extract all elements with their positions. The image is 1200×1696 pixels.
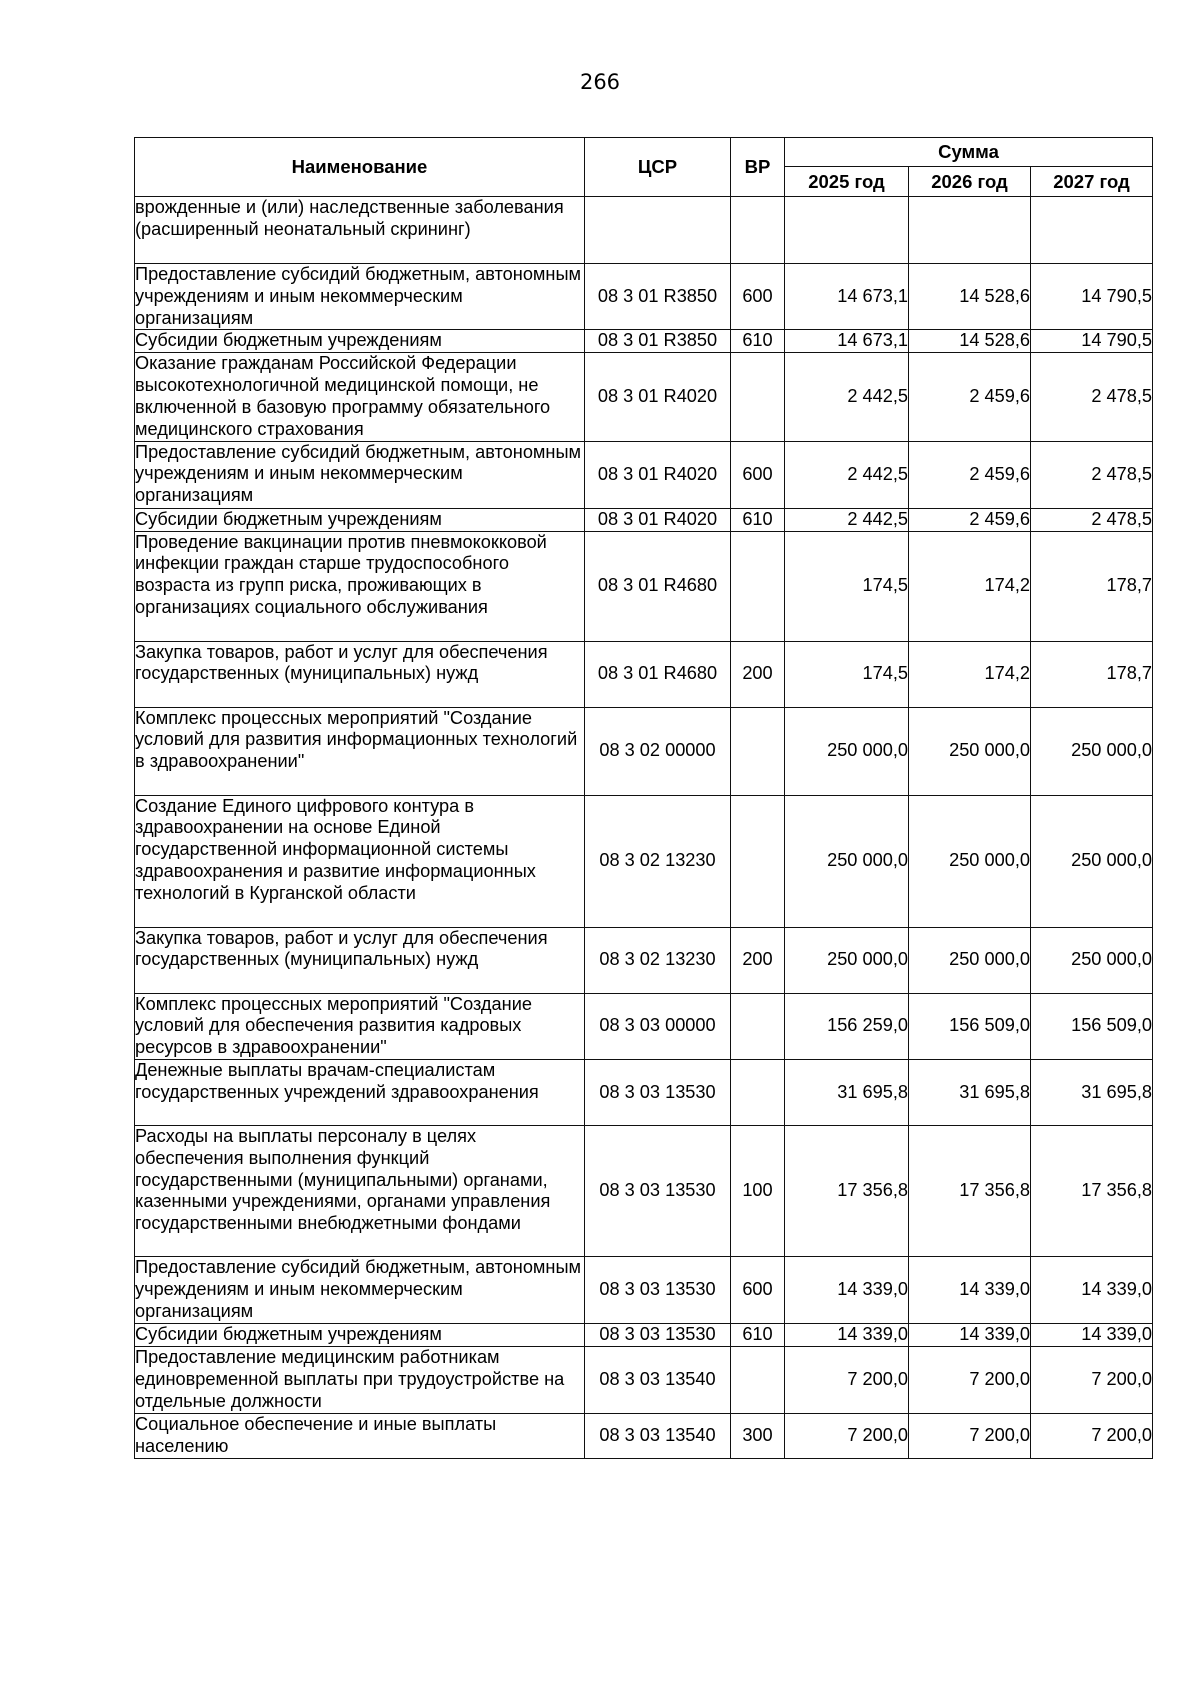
- row-name-cell: Комплекс процессных мероприятий "Создание условий для обеспечения развития кадровых ресурсов в здравоохранении": [135, 993, 585, 1059]
- table-row: [135, 795, 1153, 927]
- row-vr-cell: [731, 707, 785, 795]
- row-csr-cell: 08 3 02 00000: [585, 707, 731, 795]
- table-row: [135, 1323, 1153, 1346]
- row-amount-2027-cell: 2 478,5: [1031, 441, 1153, 508]
- row-vr-cell: 600: [731, 441, 785, 508]
- row-name-cell: Предоставление субсидий бюджетным, автономным учреждениям и иным некоммерческим организациям: [135, 441, 585, 508]
- row-name-cell: Оказание гражданам Российской Федерации высокотехнологичной медицинской помощи, не включенной в базовую программу обязательного медицинского страхования: [135, 353, 585, 441]
- row-name-cell: Закупка товаров, работ и услуг для обеспечения государственных (муниципальных) нужд: [135, 641, 585, 707]
- row-amount-2025-cell: 14 673,1: [785, 264, 909, 330]
- table-row: [135, 441, 1153, 508]
- header-year-2025: 2025 год: [785, 167, 909, 197]
- row-amount-2025-cell: 14 339,0: [785, 1323, 909, 1346]
- row-vr-cell: [731, 1059, 785, 1125]
- row-amount-2026-cell: 2 459,6: [909, 353, 1031, 441]
- table-row: [135, 1125, 1153, 1256]
- row-amount-2025-cell: 2 442,5: [785, 508, 909, 531]
- row-amount-2027-cell: 156 509,0: [1031, 993, 1153, 1059]
- table-row: [135, 927, 1153, 993]
- table-row: [135, 330, 1153, 353]
- row-vr-cell: [731, 1346, 785, 1413]
- table-row: [135, 707, 1153, 795]
- table-row: [135, 1346, 1153, 1413]
- row-csr-cell: 08 3 01 R4680: [585, 641, 731, 707]
- row-amount-2025-cell: [785, 197, 909, 264]
- header-vr: ВР: [731, 138, 785, 197]
- row-amount-2026-cell: 14 339,0: [909, 1256, 1031, 1323]
- row-amount-2026-cell: 2 459,6: [909, 508, 1031, 531]
- row-vr-cell: [731, 993, 785, 1059]
- row-amount-2026-cell: 250 000,0: [909, 795, 1031, 927]
- row-csr-cell: 08 3 01 R3850: [585, 330, 731, 353]
- row-amount-2027-cell: 7 200,0: [1031, 1346, 1153, 1413]
- table-row: [135, 531, 1153, 641]
- row-amount-2027-cell: 250 000,0: [1031, 795, 1153, 927]
- row-amount-2025-cell: 250 000,0: [785, 927, 909, 993]
- table-row: [135, 1256, 1153, 1323]
- row-csr-cell: 08 3 03 13540: [585, 1413, 731, 1458]
- row-vr-cell: [731, 531, 785, 641]
- row-csr-cell: 08 3 01 R4020: [585, 441, 731, 508]
- row-amount-2025-cell: 250 000,0: [785, 707, 909, 795]
- row-amount-2025-cell: 2 442,5: [785, 441, 909, 508]
- header-sum: Сумма: [785, 138, 1153, 167]
- row-vr-cell: 200: [731, 641, 785, 707]
- row-amount-2027-cell: 14 790,5: [1031, 264, 1153, 330]
- row-amount-2025-cell: 7 200,0: [785, 1413, 909, 1458]
- row-amount-2025-cell: 17 356,8: [785, 1125, 909, 1256]
- row-amount-2027-cell: [1031, 197, 1153, 264]
- row-vr-cell: 610: [731, 330, 785, 353]
- row-amount-2026-cell: 17 356,8: [909, 1125, 1031, 1256]
- table-row: [135, 993, 1153, 1059]
- table-row: [135, 1059, 1153, 1125]
- row-amount-2027-cell: 178,7: [1031, 641, 1153, 707]
- row-name-cell: Комплекс процессных мероприятий "Создание условий для развития информационных технологий в здравоохранении": [135, 707, 585, 795]
- row-amount-2025-cell: 250 000,0: [785, 795, 909, 927]
- row-amount-2025-cell: 7 200,0: [785, 1346, 909, 1413]
- row-amount-2027-cell: 17 356,8: [1031, 1125, 1153, 1256]
- row-amount-2027-cell: 14 790,5: [1031, 330, 1153, 353]
- row-amount-2026-cell: [909, 197, 1031, 264]
- row-amount-2025-cell: 14 673,1: [785, 330, 909, 353]
- row-vr-cell: 600: [731, 1256, 785, 1323]
- row-amount-2027-cell: 7 200,0: [1031, 1413, 1153, 1458]
- row-name-cell: Проведение вакцинации против пневмококковой инфекции граждан старше трудоспособного возраста из групп риска, проживающих в организациях социального обслуживания: [135, 531, 585, 641]
- row-amount-2026-cell: 14 528,6: [909, 264, 1031, 330]
- row-csr-cell: 08 3 03 13530: [585, 1059, 731, 1125]
- row-amount-2025-cell: 156 259,0: [785, 993, 909, 1059]
- table-row: [135, 264, 1153, 330]
- row-vr-cell: 300: [731, 1413, 785, 1458]
- header-name: Наименование: [135, 138, 585, 197]
- row-name-cell: Субсидии бюджетным учреждениям: [135, 330, 585, 353]
- row-vr-cell: [731, 795, 785, 927]
- row-csr-cell: 08 3 02 13230: [585, 795, 731, 927]
- row-amount-2026-cell: 174,2: [909, 531, 1031, 641]
- row-csr-cell: 08 3 03 13530: [585, 1125, 731, 1256]
- row-vr-cell: 100: [731, 1125, 785, 1256]
- row-amount-2026-cell: 2 459,6: [909, 441, 1031, 508]
- row-name-cell: Денежные выплаты врачам-специалистам государственных учреждений здравоохранения: [135, 1059, 585, 1125]
- header-csr: ЦСР: [585, 138, 731, 197]
- row-amount-2026-cell: 31 695,8: [909, 1059, 1031, 1125]
- row-amount-2025-cell: 14 339,0: [785, 1256, 909, 1323]
- row-vr-cell: [731, 197, 785, 264]
- row-csr-cell: 08 3 03 13540: [585, 1346, 731, 1413]
- row-name-cell: Субсидии бюджетным учреждениям: [135, 1323, 585, 1346]
- row-csr-cell: 08 3 03 13530: [585, 1323, 731, 1346]
- page-number: 266: [579, 70, 621, 94]
- row-amount-2026-cell: 14 528,6: [909, 330, 1031, 353]
- row-amount-2027-cell: 14 339,0: [1031, 1323, 1153, 1346]
- row-csr-cell: 08 3 01 R3850: [585, 264, 731, 330]
- table-header: [135, 138, 1153, 197]
- row-csr-cell: 08 3 01 R4020: [585, 353, 731, 441]
- row-name-cell: Предоставление субсидий бюджетным, автономным учреждениям и иным некоммерческим организациям: [135, 264, 585, 330]
- row-vr-cell: 200: [731, 927, 785, 993]
- row-amount-2025-cell: 174,5: [785, 641, 909, 707]
- row-csr-cell: 08 3 01 R4680: [585, 531, 731, 641]
- row-name-cell: Субсидии бюджетным учреждениям: [135, 508, 585, 531]
- table-body: [135, 197, 1153, 1459]
- row-amount-2025-cell: 2 442,5: [785, 353, 909, 441]
- header-year-2026: 2026 год: [909, 167, 1031, 197]
- row-csr-cell: 08 3 03 13530: [585, 1256, 731, 1323]
- row-amount-2027-cell: 250 000,0: [1031, 707, 1153, 795]
- row-name-cell: врожденные и (или) наследственные заболевания (расширенный неонатальный скрининг): [135, 197, 585, 264]
- row-amount-2026-cell: 250 000,0: [909, 927, 1031, 993]
- budget-table: [134, 137, 1153, 1459]
- row-amount-2027-cell: 14 339,0: [1031, 1256, 1153, 1323]
- table-row: [135, 508, 1153, 531]
- row-vr-cell: 610: [731, 1323, 785, 1346]
- row-csr-cell: 08 3 01 R4020: [585, 508, 731, 531]
- header-year-2027: 2027 год: [1031, 167, 1153, 197]
- row-csr-cell: [585, 197, 731, 264]
- table-row: [135, 197, 1153, 264]
- row-csr-cell: 08 3 03 00000: [585, 993, 731, 1059]
- table-row: [135, 353, 1153, 441]
- row-vr-cell: 610: [731, 508, 785, 531]
- row-name-cell: Закупка товаров, работ и услуг для обеспечения государственных (муниципальных) нужд: [135, 927, 585, 993]
- row-amount-2026-cell: 14 339,0: [909, 1323, 1031, 1346]
- row-name-cell: Предоставление медицинским работникам единовременной выплаты при трудоустройстве на отдельные должности: [135, 1346, 585, 1413]
- row-name-cell: Создание Единого цифрового контура в здравоохранении на основе Единой государственной информационной системы здравоохранения и развитие информационных технологий в Курганской области: [135, 795, 585, 927]
- row-amount-2027-cell: 2 478,5: [1031, 353, 1153, 441]
- row-amount-2025-cell: 174,5: [785, 531, 909, 641]
- table-row: [135, 1413, 1153, 1458]
- row-name-cell: Социальное обеспечение и иные выплаты населению: [135, 1413, 585, 1458]
- row-amount-2027-cell: 2 478,5: [1031, 508, 1153, 531]
- row-amount-2027-cell: 31 695,8: [1031, 1059, 1153, 1125]
- row-amount-2026-cell: 156 509,0: [909, 993, 1031, 1059]
- row-amount-2025-cell: 31 695,8: [785, 1059, 909, 1125]
- row-vr-cell: [731, 353, 785, 441]
- row-amount-2026-cell: 7 200,0: [909, 1413, 1031, 1458]
- row-name-cell: Предоставление субсидий бюджетным, автономным учреждениям и иным некоммерческим организациям: [135, 1256, 585, 1323]
- row-amount-2027-cell: 250 000,0: [1031, 927, 1153, 993]
- row-vr-cell: 600: [731, 264, 785, 330]
- row-name-cell: Расходы на выплаты персоналу в целях обеспечения выполнения функций государственными (муниципальными) органами, казенными учреждениями, органами управления государственными внебюджетными фондами: [135, 1125, 585, 1256]
- row-amount-2026-cell: 250 000,0: [909, 707, 1031, 795]
- row-amount-2027-cell: 178,7: [1031, 531, 1153, 641]
- row-amount-2026-cell: 174,2: [909, 641, 1031, 707]
- row-amount-2026-cell: 7 200,0: [909, 1346, 1031, 1413]
- table-row: [135, 641, 1153, 707]
- row-csr-cell: 08 3 02 13230: [585, 927, 731, 993]
